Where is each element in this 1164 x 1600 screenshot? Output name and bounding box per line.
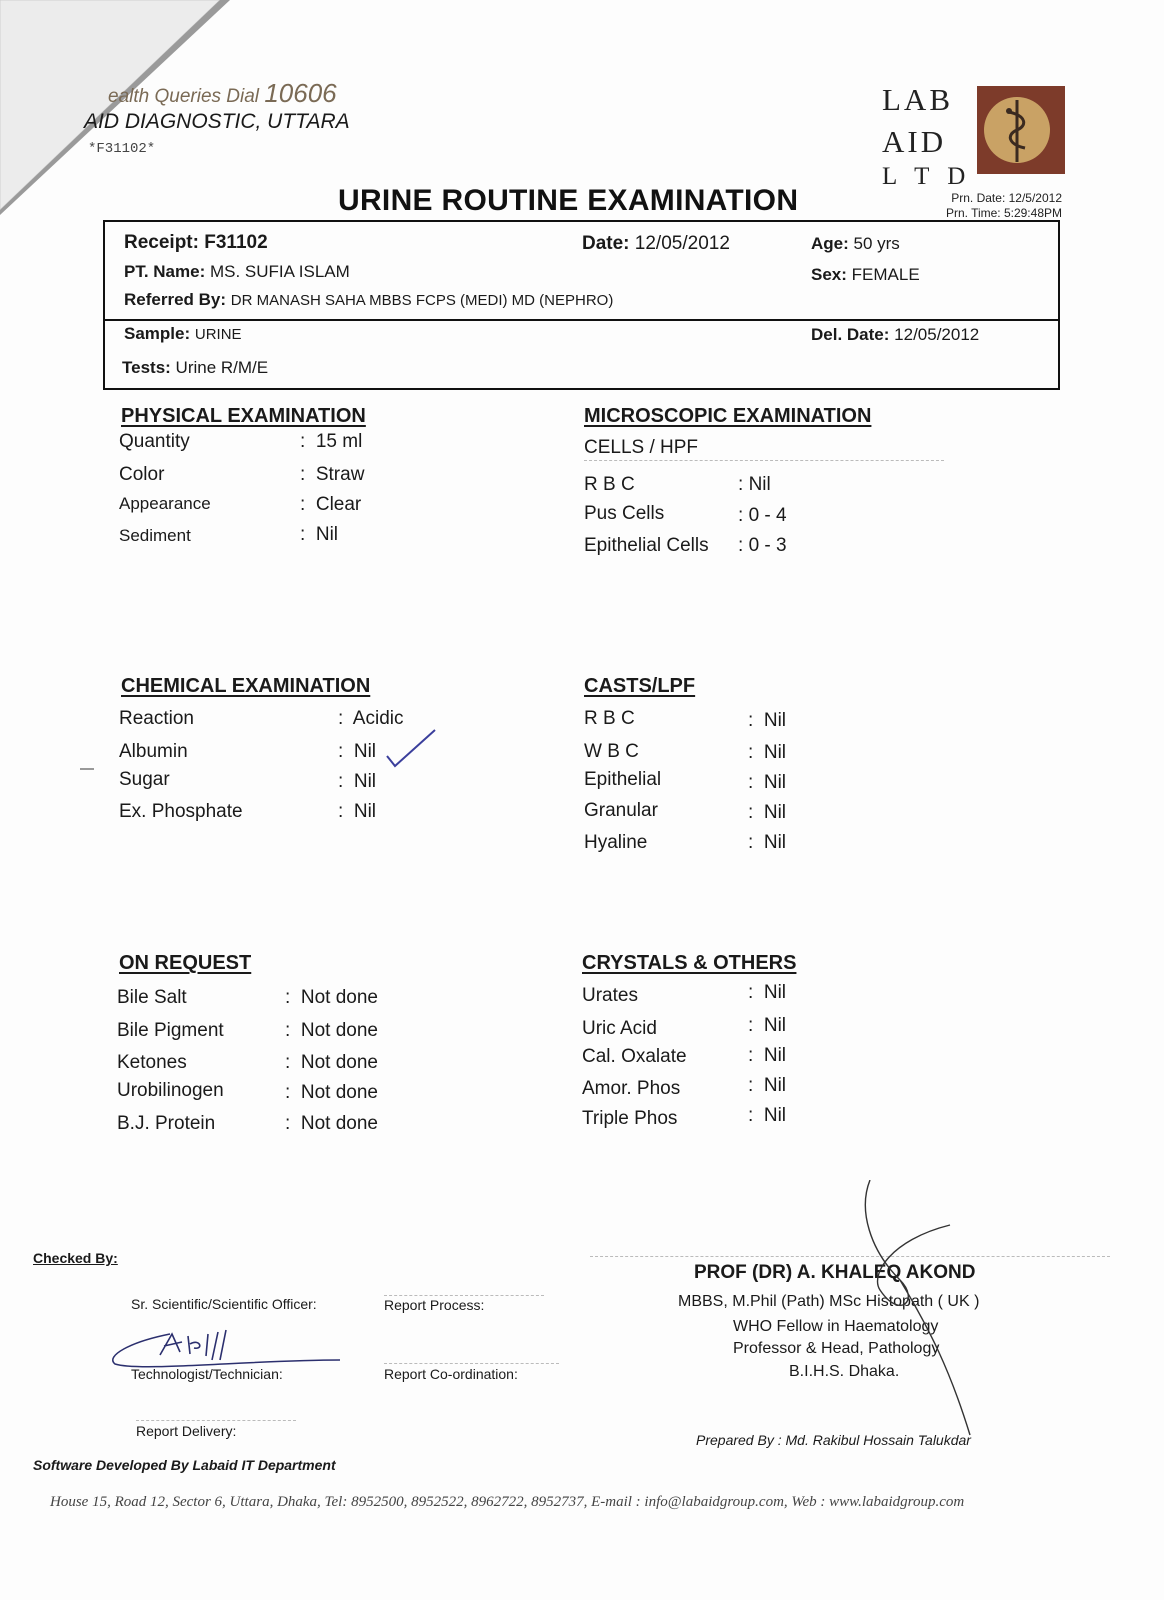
list-item-label: Bile Salt [117, 987, 187, 1008]
list-item-label: Urobilinogen [117, 1080, 224, 1101]
divider [136, 1420, 296, 1421]
list-item-label: Ex. Phosphate [119, 801, 243, 822]
list-item-label: Amor. Phos [582, 1078, 681, 1099]
barcode-text: *F31102* [88, 141, 156, 157]
divider [384, 1363, 559, 1364]
logo-line-aid: AID [882, 124, 947, 159]
list-item-value: : Clear [300, 494, 362, 515]
casts-heading: CASTS/LPF [584, 675, 696, 697]
doctor-position: Professor & Head, Pathology [733, 1340, 940, 1357]
branch-name: AID DIAGNOSTIC, UTTARA [84, 110, 350, 133]
checked-by-label: Checked By: [33, 1250, 118, 1266]
list-item-label: Uric Acid [582, 1018, 657, 1039]
list-item-label: B.J. Protein [117, 1113, 216, 1134]
list-item-label: Hyaline [584, 832, 648, 853]
hotline-text: ealth Queries Dial 10606 [108, 78, 337, 108]
patient-name-field: PT. Name: MS. SUFIA ISLAM [124, 262, 350, 281]
logo-line-lab: LAB [882, 82, 953, 117]
list-item-value: : Nil [338, 771, 377, 792]
list-item-value: : Nil [748, 710, 787, 731]
doctor-institution: B.I.H.S. Dhaka. [789, 1363, 900, 1380]
print-date: Prn. Date: 12/5/2012 [951, 191, 1062, 205]
info-divider [105, 319, 1058, 321]
list-item-label: Albumin [119, 741, 188, 762]
list-item-value: : Not done [285, 987, 378, 1008]
doctor-name: PROF (DR) A. KHALEQ AKOND [694, 1262, 976, 1283]
age-field: Age: 50 yrs [811, 234, 900, 253]
list-item-value: : Not done [285, 1113, 378, 1134]
checkmark-icon [385, 726, 441, 770]
on-request-heading: ON REQUEST [119, 952, 252, 974]
list-item-value: : Nil [738, 474, 771, 495]
list-item-value: : Nil [748, 1075, 787, 1096]
list-item-label: Pus Cells [584, 503, 665, 524]
list-item-value: : 0 - 3 [738, 535, 787, 556]
physical-heading: PHYSICAL EXAMINATION [121, 405, 366, 427]
list-item-value: : Not done [285, 1020, 378, 1041]
list-item-value: : 0 - 4 [738, 505, 787, 526]
list-item-value: : Nil [748, 742, 787, 763]
sample-field: Sample: URINE [124, 324, 242, 343]
list-item-value: : Nil [338, 801, 377, 822]
list-item-label: Color [119, 464, 165, 485]
divider [584, 460, 944, 461]
technologist-label: Technologist/Technician: [131, 1366, 283, 1382]
list-item-value: : Nil [748, 802, 787, 823]
hotline-number: 10606 [264, 78, 337, 108]
chemical-heading: CHEMICAL EXAMINATION [121, 675, 371, 697]
list-item-value: : Acidic [338, 708, 404, 729]
doctor-fellowship: WHO Fellow in Haematology [733, 1318, 939, 1335]
list-item-value: : Nil [748, 1015, 787, 1036]
tests-field: Tests: Urine R/M/E [122, 358, 269, 377]
delivery-date-field: Del. Date: 12/05/2012 [811, 325, 980, 344]
sex-field: Sex: FEMALE [811, 265, 920, 284]
list-item-label: Granular [584, 800, 658, 821]
microscopic-heading: MICROSCOPIC EXAMINATION [584, 405, 872, 427]
list-item-label: Triple Phos [582, 1108, 678, 1129]
list-item-value: : Straw [300, 464, 365, 485]
caduceus-icon [977, 86, 1065, 174]
list-item-label: Sugar [119, 769, 170, 790]
list-item-label: R B C [584, 474, 635, 495]
sci-officer-label: Sr. Scientific/Scientific Officer: [131, 1296, 317, 1312]
list-item-value: : Nil [300, 524, 339, 545]
list-item-label: Epithelial [584, 769, 662, 790]
logo-line-ltd: L T D [882, 163, 972, 190]
list-item-value: : Not done [285, 1052, 378, 1073]
list-item-label: Ketones [117, 1052, 187, 1073]
list-item-value: : Not done [285, 1082, 378, 1103]
stray-mark [80, 768, 94, 770]
list-item-label: Reaction [119, 708, 194, 729]
crystals-heading: CRYSTALS & OTHERS [582, 952, 797, 974]
list-item-label: Epithelial Cells [584, 535, 709, 556]
list-item-value: : Nil [748, 832, 787, 853]
technician-signature [100, 1320, 350, 1380]
receipt-field: Receipt: F31102 [124, 232, 268, 253]
doctor-signature [840, 1180, 1000, 1450]
referred-by-field: Referred By: DR MANASH SAHA MBBS FCPS (MEDI) MD (NEPHRO) [124, 290, 614, 309]
divider [384, 1295, 544, 1296]
report-coordination-label: Report Co-ordination: [384, 1366, 518, 1382]
prepared-by: Prepared By : Md. Rakibul Hossain Talukdar [696, 1432, 971, 1448]
software-credit: Software Developed By Labaid IT Department [33, 1457, 336, 1473]
list-item-value: : Nil [748, 1045, 787, 1066]
list-item-value: : Nil [748, 982, 787, 1003]
list-item-label: Sediment [119, 526, 191, 545]
list-item-label: Urates [582, 985, 638, 1006]
date-field: Date: 12/05/2012 [582, 233, 730, 254]
list-item-value: : Nil [338, 741, 377, 762]
list-item-label: Cal. Oxalate [582, 1046, 687, 1067]
list-item-label: Bile Pigment [117, 1020, 224, 1041]
print-time: Prn. Time: 5:29:48PM [945, 206, 1062, 220]
list-item-value: : Nil [748, 1105, 787, 1126]
list-item-value: : 15 ml [300, 431, 363, 452]
doctor-qualification: MBBS, M.Phil (Path) MSc Histopath ( UK ) [678, 1293, 980, 1310]
list-item-label: W B C [584, 741, 639, 762]
list-item-label: Quantity [119, 431, 190, 452]
list-item-value: : Nil [748, 772, 787, 793]
footer-address: House 15, Road 12, Sector 6, Uttara, Dhaka, Tel: 8952500, 8952522, 8962722, 8952737, E-mail : info@labaidgroup.com, Web : www.labaidgroup.com [50, 1494, 965, 1510]
report-process-label: Report Process: [384, 1297, 485, 1313]
list-item-label: R B C [584, 708, 635, 729]
cells-hpf-subheading: CELLS / HPF [584, 437, 699, 458]
page-title: URINE ROUTINE EXAMINATION [338, 184, 799, 217]
list-item-label: Appearance [119, 494, 211, 513]
report-delivery-label: Report Delivery: [136, 1423, 237, 1439]
